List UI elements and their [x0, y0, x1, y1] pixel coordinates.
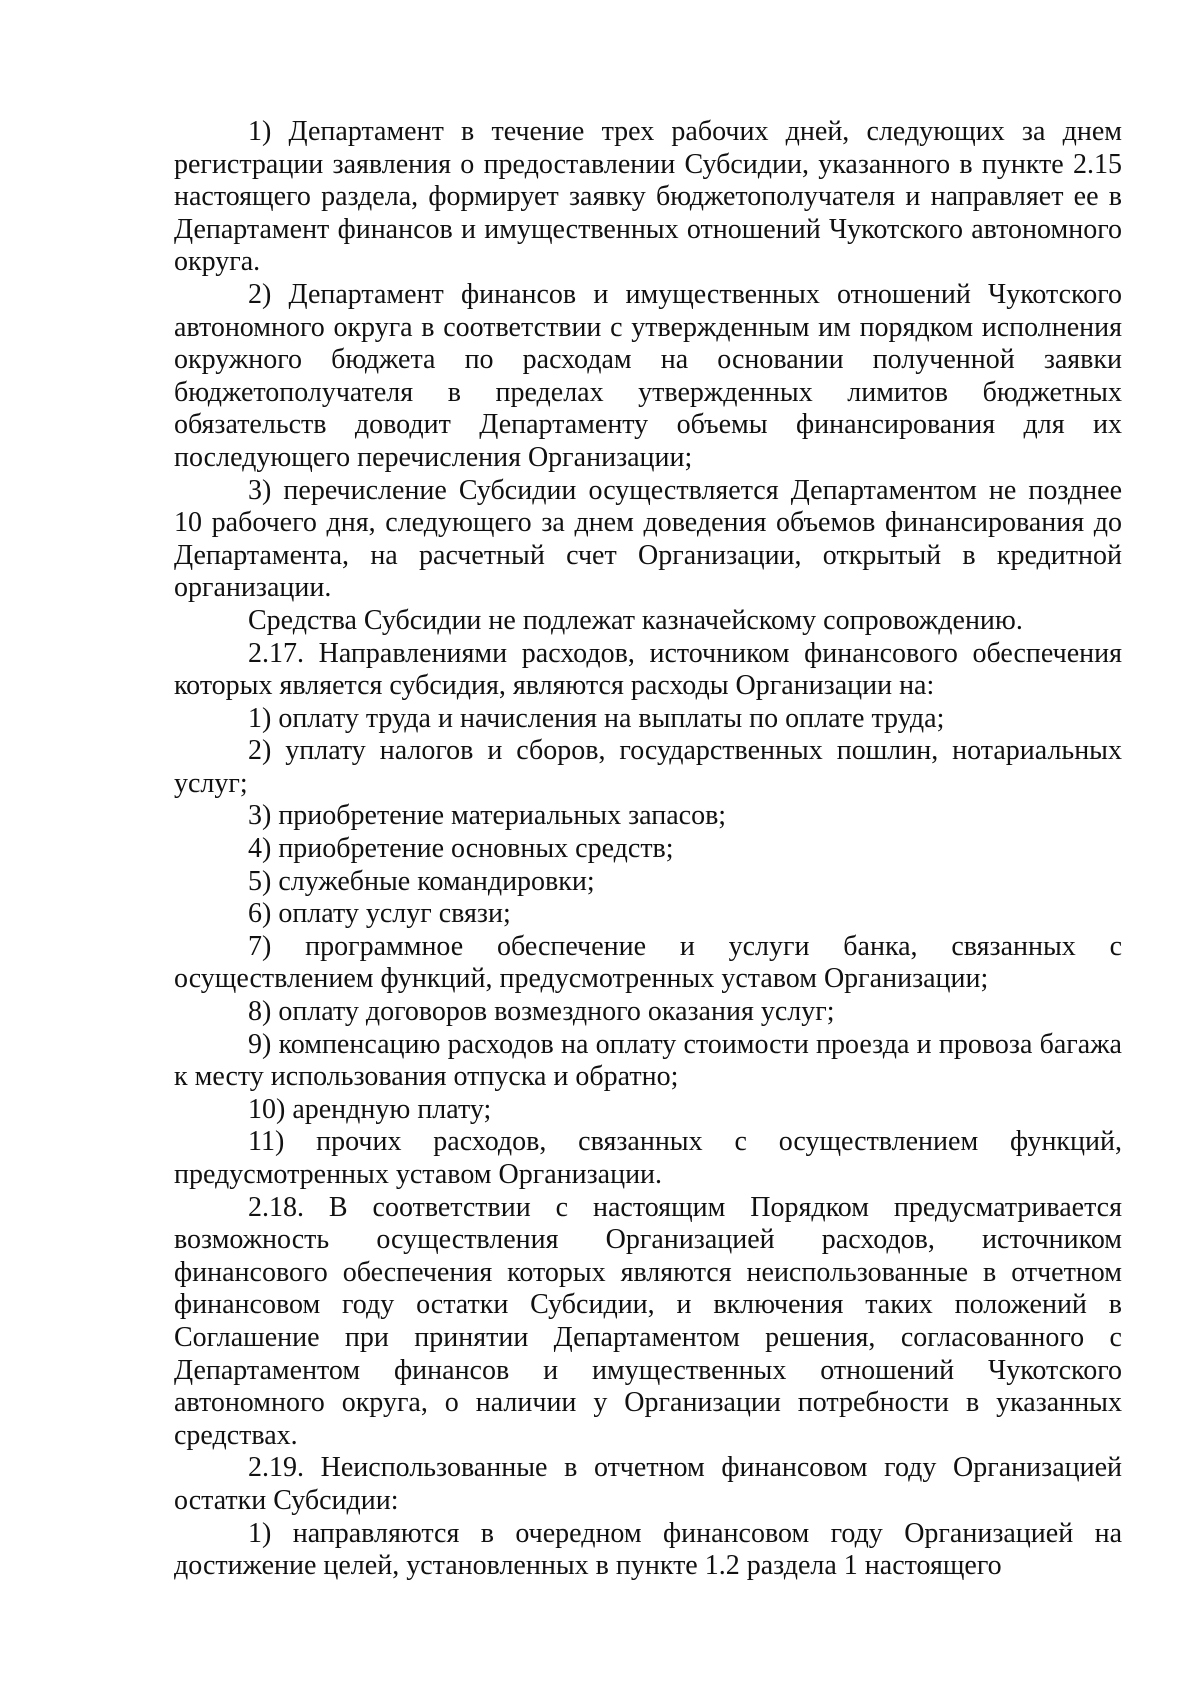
list-item-7-software-bank: 7) программное обеспечение и услуги банка, связанных с осуществлением функций, предусмотренных уставом Организации;	[174, 930, 1122, 995]
list-item-4-fixed-assets: 4) приобретение основных средств;	[248, 833, 674, 865]
list-item-10-rent: 10) арендную плату;	[248, 1093, 492, 1125]
list-item-2-taxes: 2) уплату налогов и сборов, государственных пошлин, нотариальных услуг;	[174, 735, 1122, 799]
paragraph-2-18: 2.18. В соответствии с настоящим Порядком предусматривается возможность осуществления Организацией расходов, источником финансового обеспечения которых являются неиспользованные в отчетном финансовом году остатки Субсидии, и включения таких положений в Соглашение при принятии Департаментом решения, согласованного с Департаментом финансов и имущественных отношений Чукотского автономного округа, о наличии у Организации потребности в указанных средствах.	[174, 1191, 1122, 1451]
paragraph-item-3-subsidy-transfer: 3) перечисление Субсидии осуществляется Департаментом не позднее 10 рабочего дня, следующего за днем доведения объемов финансирования до Департамента, на расчетный счет Организации, открытый в кредитной организации.	[174, 474, 1122, 604]
list-item-6-communication: 6) оплату услуг связи;	[248, 898, 511, 930]
list-item-11-other: 11) прочих расходов, связанных с осуществлением функций, предусмотренных уставом Организации.	[174, 1126, 1122, 1190]
paragraph-2-19: 2.19. Неиспользованные в отчетном финансовом году Организацией остатки Субсидии:	[174, 1452, 1122, 1516]
paragraph-treasury-note: Средства Субсидии не подлежат казначейскому сопровождению.	[248, 604, 1023, 636]
list-item-8-service-contracts: 8) оплату договоров возмездного оказания услуг;	[248, 996, 835, 1028]
paragraph-2-17: 2.17. Направлениями расходов, источником финансового обеспечения которых является субсидия, являются расходы Организации на:	[174, 637, 1122, 702]
paragraph-2-19-item-1: 1) направляются в очередном финансовом году Организацией на достижение целей, установленных в пункте 1.2 раздела 1 настоящего	[174, 1517, 1122, 1582]
document-body	[174, 116, 1122, 1583]
list-item-5-business-trips: 5) служебные командировки;	[248, 865, 595, 897]
paragraph-item-2-finance-department: 2) Департамент финансов и имущественных отношений Чукотского автономного округа в соответствии с утвержденным им порядком исполнения окружного бюджета по расходам на основании полученной заявки бюджетополучателя в пределах утвержденных лимитов бюджетных обязательств доводит Департаменту объемы финансирования для их последующего перечисления Организации;	[174, 278, 1122, 473]
list-item-1-labor: 1) оплату труда и начисления на выплаты по оплате труда;	[248, 702, 945, 734]
list-item-9-travel-compensation: 9) компенсацию расходов на оплату стоимости проезда и провоза багажа к месту использования отпуска и обратно;	[174, 1028, 1122, 1093]
list-item-3-materials: 3) приобретение материальных запасов;	[248, 800, 727, 832]
paragraph-item-1-transfer-request: 1) Департамент в течение трех рабочих дней, следующих за днем регистрации заявления о предоставлении Субсидии, указанного в пункте 2.15 настоящего раздела, формирует заявку бюджетополучателя и направляет ее в Департамент финансов и имущественных отношений Чукотского автономного округа.	[174, 116, 1122, 278]
